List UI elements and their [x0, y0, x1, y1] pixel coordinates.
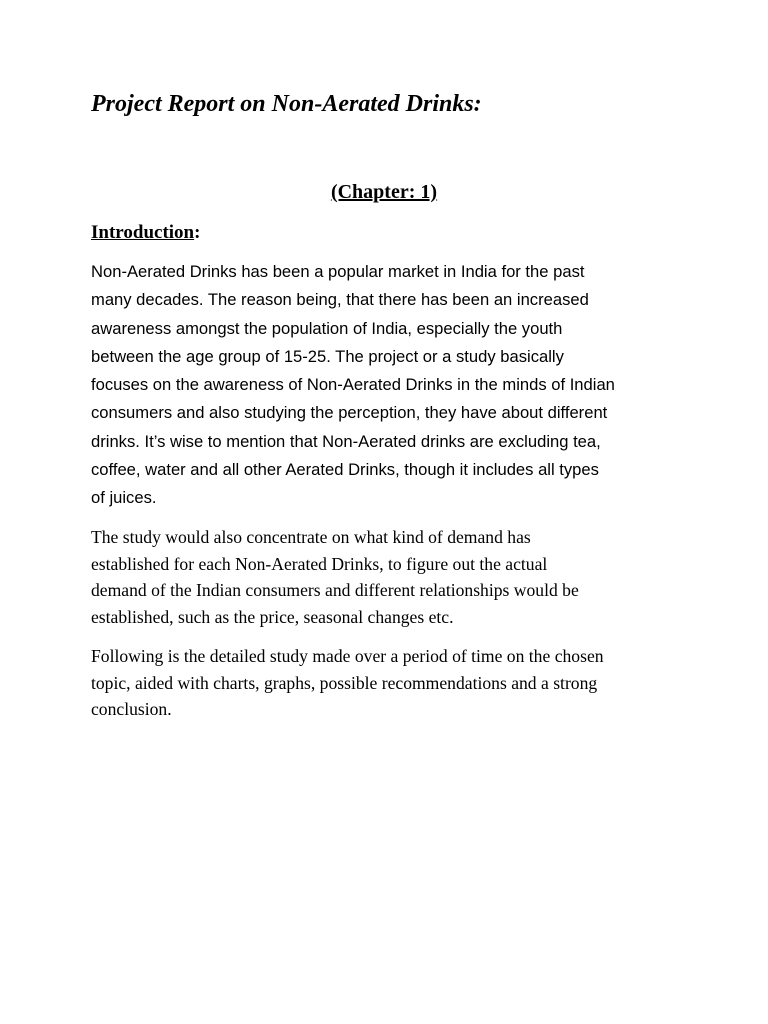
section-heading — [91, 219, 200, 247]
intro-paragraph — [91, 258, 691, 513]
paragraph-line: between the age group of 15-25. The project or a study basically — [91, 346, 564, 366]
paragraph-line: conclusion. — [91, 699, 172, 720]
paragraph-line: focuses on the awareness of Non-Aerated Drinks in the minds of Indian — [91, 375, 615, 395]
paragraph-line: demand of the Indian consumers and different relationships would be — [91, 580, 579, 601]
paragraph-line: of juices. — [91, 488, 157, 508]
paragraph-line: Following is the detailed study made over a period of time on the chosen — [91, 646, 604, 666]
section-heading-colon: : — [194, 222, 201, 243]
chapter-heading: (Chapter: 1) — [330, 181, 438, 203]
paragraph-line: Non-Aerated Drinks has been a popular market in India for the past — [91, 262, 585, 281]
paragraph-line: topic, aided with charts, graphs, possible recommendations and a strong — [91, 672, 598, 693]
paragraph-line: established for each Non-Aerated Drinks, to figure out the actual — [91, 553, 548, 574]
paragraph-line: The study would also concentrate on what kind of demand has — [91, 527, 531, 547]
section-heading-text: Introduction — [91, 222, 195, 243]
paragraph-line: drinks. It’s wise to mention that Non-Aerated drinks are excluding tea, — [91, 431, 601, 451]
document-title: Project Report on Non-Aerated Drinks: — [91, 91, 482, 117]
paragraph-line: coffee, water and all other Aerated Drinks, though it includes all types — [91, 460, 599, 480]
paragraph-line: consumers and also studying the perception, they have about different — [91, 403, 608, 423]
study-overview-paragraph — [91, 643, 691, 723]
paragraph-line: awareness amongst the population of India, especially the youth — [91, 318, 563, 338]
paragraph-line: many decades. The reason being, that there has been an increased — [91, 290, 589, 310]
paragraph-line: established, such as the price, seasonal changes etc. — [91, 606, 454, 627]
study-demand-paragraph — [91, 524, 691, 630]
